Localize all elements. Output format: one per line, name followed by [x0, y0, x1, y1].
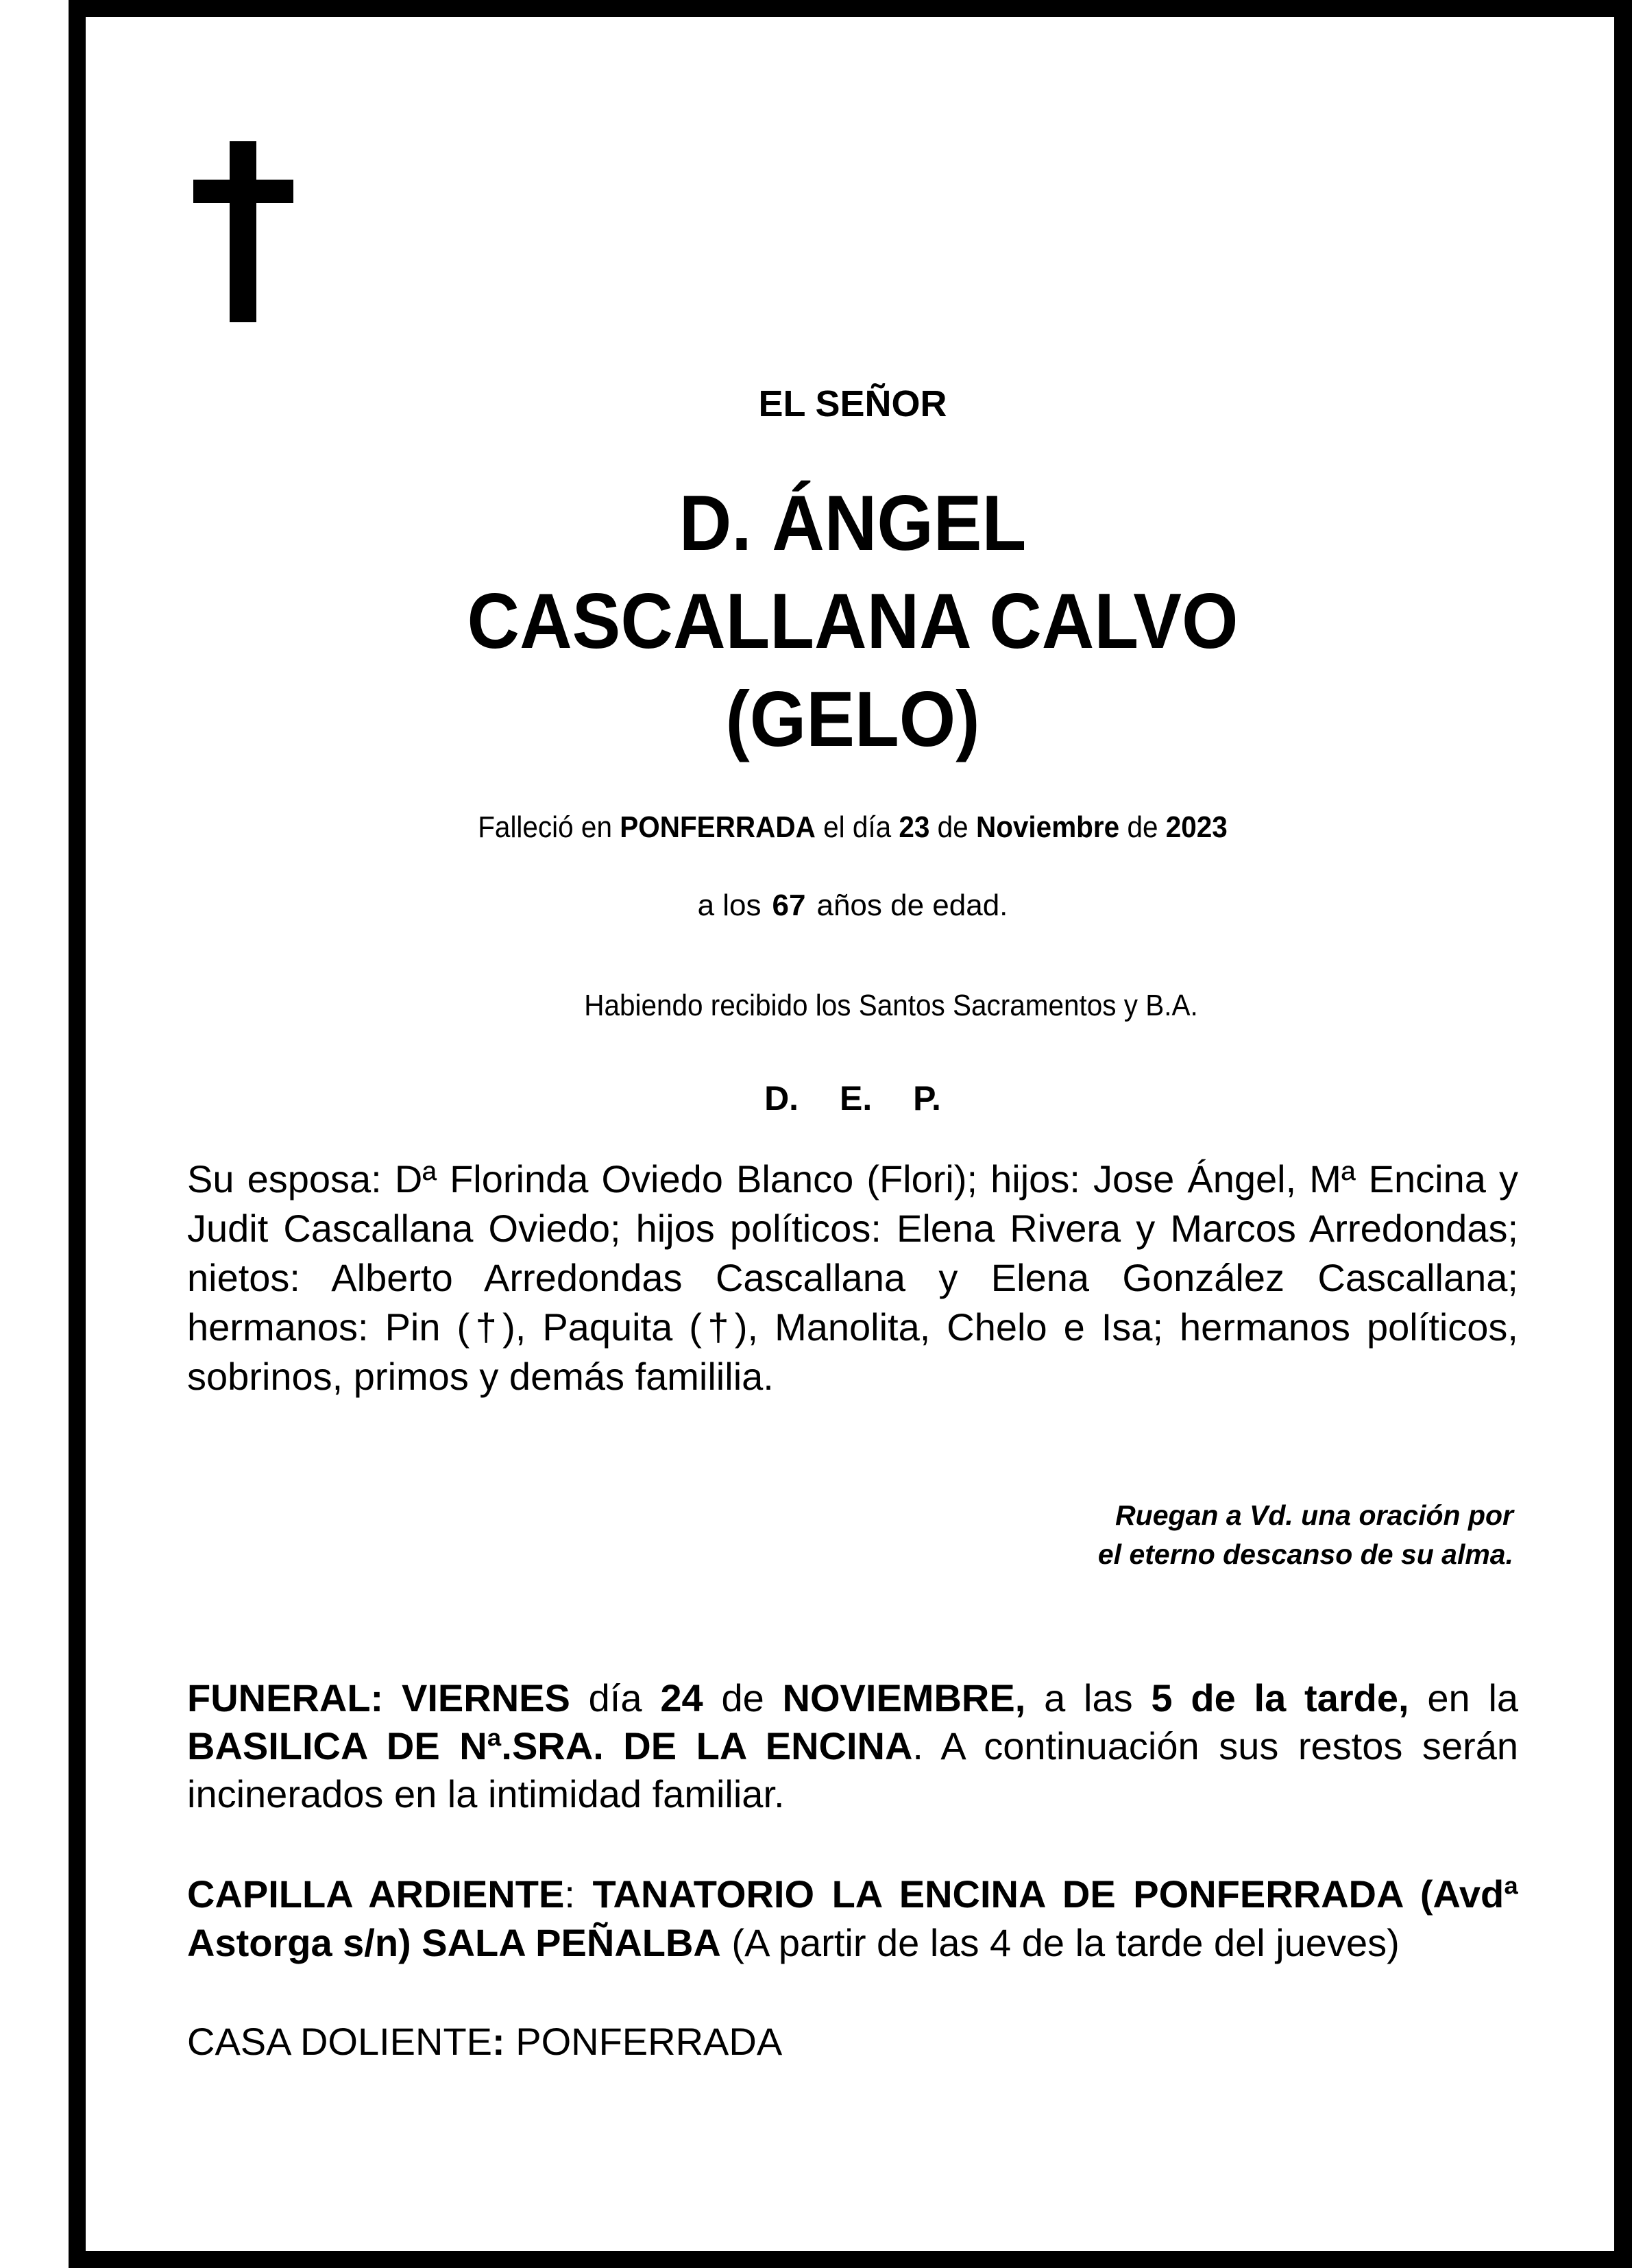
casa-colon: : [492, 2020, 505, 2063]
casa-place: PONFERRADA [515, 2020, 783, 2063]
capilla-colon: : [564, 1872, 575, 1916]
age-value: 67 [772, 889, 806, 922]
prayer-request [891, 1496, 1513, 1574]
cross-horizontal-bar [193, 180, 293, 203]
capilla-ardiente-paragraph [187, 1870, 1518, 1967]
funeral-label: FUNERAL: VIERNES [187, 1676, 570, 1720]
funeral-de: de [721, 1676, 764, 1720]
death-de-1: de [937, 810, 969, 844]
funeral-in-text: en la [1427, 1676, 1519, 1720]
funeral-day-text: día [588, 1676, 642, 1720]
sacraments-statement: Habiendo recibido los Santos Sacramentos y B.A. [584, 989, 1198, 1022]
title-el-senor: EL SEÑOR [758, 383, 947, 424]
prayer-line-1: Ruegan a Vd. una oración por [1115, 1499, 1513, 1531]
dep-abbreviation: D. E. P. [764, 1079, 941, 1118]
age-prefix: a los [697, 889, 762, 922]
casa-label: CASA DOLIENTE [187, 2020, 493, 2063]
death-day-text: el día [823, 810, 892, 844]
capilla-place: TANATORIO LA ENCINA DE PONFERRADA (Avdª Astorga s/n) SALA PEÑALBA [187, 1872, 1518, 1964]
name-line-1: D. ÁNGEL [679, 480, 1027, 567]
family-paragraph: Su esposa: Dª Florinda Oviedo Blanco (Flori); hijos: Jose Ángel, Mª Encina y Judit Cascallana Oviedo; hijos políticos: Elena Rivera y Marcos Arredondas; nietos: Alberto Arredondas Cascallana y Elena González Cascallana; hermanos: Pin (†), Paquita (†), Manolita, Chelo e Isa; hermanos políticos, sobrinos, primos y demás famililia. [187, 1157, 1518, 1398]
age-suffix: años de edad. [816, 889, 1008, 922]
prayer-line-2: el eterno descanso de su alma. [1097, 1539, 1513, 1570]
funeral-paragraph [187, 1674, 1518, 1818]
death-prefix: Falleció en [478, 810, 612, 844]
funeral-place: BASILICA DE Nª.SRA. DE LA ENCINA [187, 1724, 913, 1768]
capilla-label: CAPILLA ARDIENTE [187, 1872, 565, 1916]
funeral-time-prefix: a las [1044, 1676, 1133, 1720]
death-year: 2023 [1165, 810, 1228, 844]
cross-vertical-bar [230, 141, 256, 322]
funeral-day: 24 [660, 1676, 703, 1720]
casa-doliente [187, 2018, 782, 2066]
latin-cross-icon [193, 141, 293, 322]
death-de-2: de [1127, 810, 1158, 844]
death-month: Noviembre [975, 810, 1120, 844]
funeral-time: 5 de la tarde, [1151, 1676, 1409, 1720]
death-statement [241, 809, 1465, 846]
name-line-3: (GELO) [725, 676, 980, 763]
capilla-note: (A partir de las 4 de la tarde del jueves) [731, 1921, 1400, 1964]
deceased-name [234, 474, 1472, 769]
funeral-month: NOVIEMBRE, [782, 1676, 1026, 1720]
name-line-2: CASCALLANA CALVO [467, 578, 1239, 665]
death-place: PONFERRADA [620, 810, 816, 844]
funeral-rest: . A continuación sus restos serán incinerados en la intimidad familiar. [187, 1724, 1518, 1815]
death-day: 23 [899, 810, 930, 844]
age-statement [187, 887, 1518, 924]
